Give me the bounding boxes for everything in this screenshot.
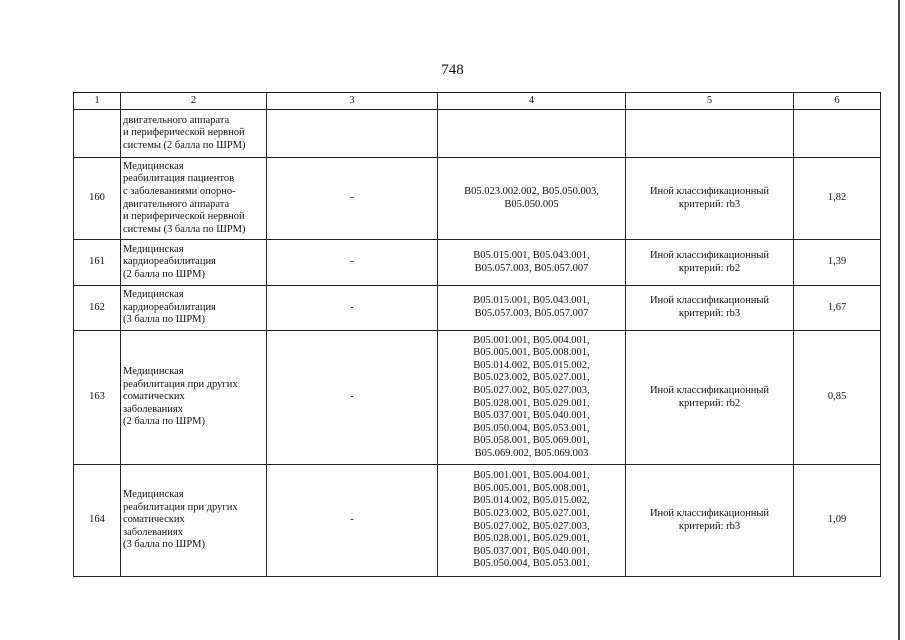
row-name: Медицинская реабилитация при других соматических заболеваниях (3 балла по ШРМ) [121, 465, 267, 577]
header-col-3: 3 [267, 93, 438, 110]
scan-edge [898, 0, 900, 640]
row-number: 161 [74, 240, 121, 286]
row-codes [438, 110, 626, 158]
header-col-1: 1 [74, 93, 121, 110]
row-name: Медицинская кардиореабилитация (3 балла по ШРМ) [121, 286, 267, 331]
row-coefficient: 1,67 [794, 286, 881, 331]
header-col-6: 6 [794, 93, 881, 110]
row-col3: - [267, 158, 438, 240]
header-col-5: 5 [626, 93, 794, 110]
row-col3 [267, 110, 438, 158]
row-criterion: Иной классификационный критерий: rb3 [626, 286, 794, 331]
row-criterion: Иной классификационный критерий: rb2 [626, 331, 794, 465]
row-col3: - [267, 331, 438, 465]
row-criterion: Иной классификационный критерий: rb2 [626, 240, 794, 286]
row-number [74, 110, 121, 158]
row-col3: - [267, 465, 438, 577]
row-number: 163 [74, 331, 121, 465]
row-coefficient: 1,09 [794, 465, 881, 577]
table-row [74, 331, 881, 465]
row-name: двигательного аппарата и периферической нервной системы (2 балла по ШРМ) [121, 110, 267, 158]
row-number: 160 [74, 158, 121, 240]
row-coefficient: 0,85 [794, 331, 881, 465]
row-codes: B05.015.001, B05.043.001, B05.057.003, B05.057.007 [438, 240, 626, 286]
row-name: Медицинская реабилитация пациентов с заболеваниями опорно- двигательного аппарата и периферической нервной системы (3 балла по ШРМ) [121, 158, 267, 240]
row-coefficient [794, 110, 881, 158]
row-name: Медицинская реабилитация при других соматических заболеваниях (2 балла по ШРМ) [121, 331, 267, 465]
header-col-4: 4 [438, 93, 626, 110]
row-number: 162 [74, 286, 121, 331]
row-codes: B05.015.001, B05.043.001, B05.057.003, B05.057.007 [438, 286, 626, 331]
row-coefficient: 1,82 [794, 158, 881, 240]
row-coefficient: 1,39 [794, 240, 881, 286]
table-row [74, 465, 881, 577]
table-row [74, 158, 881, 240]
page-number: 748 [441, 62, 464, 78]
header-row [74, 93, 881, 110]
table-row [74, 240, 881, 286]
table-row [74, 286, 881, 331]
row-criterion [626, 110, 794, 158]
row-criterion: Иной классификационный критерий: rb3 [626, 158, 794, 240]
row-codes: B05.001.001, B05.004.001, B05.005.001, B05.008.001, B05.014.002, B05.015.002, B05.023.002, B05.027.001, B05.027.002, B05.027.003, B05.028.001, B05.029.001, B05.037.001, B05.040.001, B05.050.004, B05.053.001, [438, 465, 626, 577]
row-number: 164 [74, 465, 121, 577]
row-criterion: Иной классификационный критерий: rb3 [626, 465, 794, 577]
row-codes: B05.001.001, B05.004.001, B05.005.001, B05.008.001, B05.014.002, B05.015.002, B05.023.002, B05.027.001, B05.027.002, B05.027.003, B05.028.001, B05.029.001, B05.037.001, B05.040.001, B05.050.004, B05.053.001, B05.058.001, B05.069.001, B05.069.002, B05.069.003 [438, 331, 626, 465]
tariff-table [73, 92, 881, 577]
row-col3: - [267, 286, 438, 331]
row-name: Медицинская кардиореабилитация (2 балла по ШРМ) [121, 240, 267, 286]
continuation-row [74, 110, 881, 158]
header-col-2: 2 [121, 93, 267, 110]
row-codes: B05.023.002.002, B05.050.003, B05.050.005 [438, 158, 626, 240]
row-col3: - [267, 240, 438, 286]
